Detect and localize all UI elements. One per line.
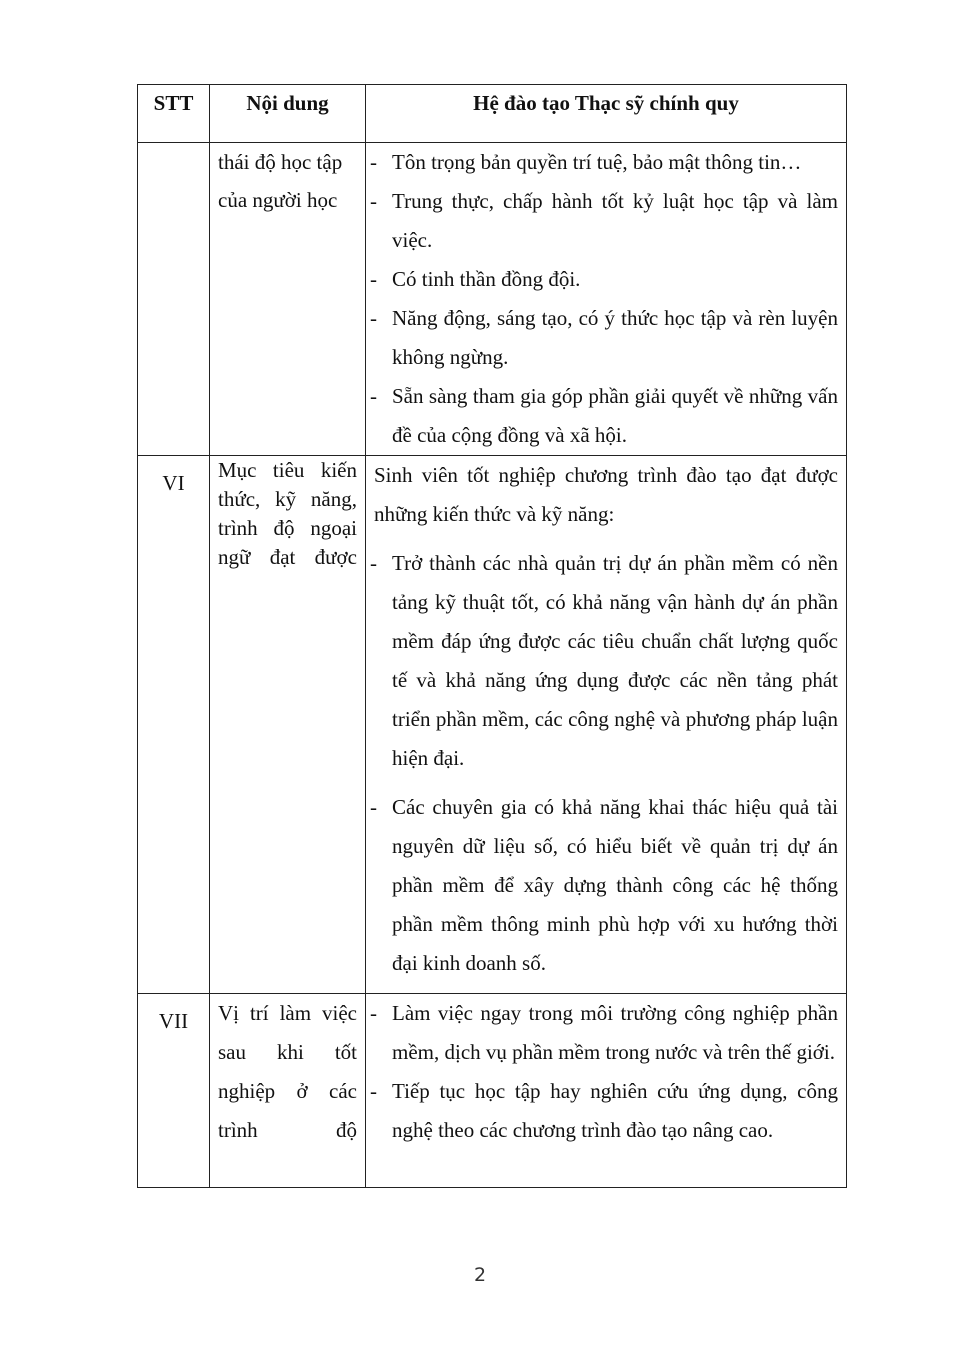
stt-value: VII: [158, 1009, 189, 1033]
intro-text: Sinh viên tốt nghiệp chương trình đào tạo đạt được những kiến thức và kỹ năng:: [374, 463, 838, 526]
header-he-dao-tao: Hệ đào tạo Thạc sỹ chính quy: [366, 85, 847, 143]
page-number: 2: [473, 1264, 487, 1286]
row-noi-dung-cell: [210, 143, 366, 456]
row-noi-dung-cell: [210, 456, 366, 994]
list-item: - Sẵn sàng tham gia góp phần giải quyết về những vấn đề của cộng đồng và xã hội.: [366, 377, 838, 455]
table-row: [138, 994, 847, 1188]
table-row: [138, 456, 847, 994]
row-noi-dung-cell: [210, 994, 366, 1188]
row-content-cell: [366, 994, 847, 1188]
row-stt-cell: [138, 994, 210, 1188]
content-table: [137, 84, 847, 1188]
row-stt-cell: [138, 143, 210, 456]
list-item: - Tiếp tục học tập hay nghiên cứu ứng dụng, công nghệ theo các chương trình đào tạo nâng cao.: [366, 1072, 838, 1150]
list-item: - Tôn trọng bản quyền trí tuệ, bảo mật thông tin…: [366, 143, 838, 182]
list-item: - Năng động, sáng tạo, có ý thức học tập và rèn luyện không ngừng.: [366, 299, 838, 377]
list-item: - Trở thành các nhà quản trị dự án phần mềm có nền tảng kỹ thuật tốt, có khả năng vận hành dự án phần mềm đáp ứng được các tiêu chuẩn chất lượng quốc tế và khả năng ứng dụng được các nền tảng phát triển phần mềm, các công nghệ và phương pháp luận hiện đại.: [366, 544, 838, 778]
table-row: [138, 143, 847, 456]
header-noi-dung: Nội dung: [210, 85, 366, 143]
list-item: - Làm việc ngay trong môi trường công nghiệp phần mềm, dịch vụ phần mềm trong nước và trên thế giới.: [366, 994, 838, 1072]
noi-dung-text: thái độ học tập của người học: [218, 150, 343, 212]
stt-value: VI: [162, 471, 185, 495]
noi-dung-text: Vị trí làm việc sau khi tốt nghiệp ở các trình độ: [218, 1001, 357, 1142]
row-content-cell: [366, 143, 847, 456]
table-header-row: [138, 85, 847, 143]
row-content-cell: [366, 456, 847, 994]
list-item: - Có tinh thần đồng đội.: [366, 260, 838, 299]
header-stt: STT: [138, 85, 210, 143]
noi-dung-text: Mục tiêu kiến thức, kỹ năng, trình độ ngoại ngữ đạt được: [218, 458, 357, 569]
row-stt-cell: [138, 456, 210, 994]
list-item: - Trung thực, chấp hành tốt kỷ luật học tập và làm việc.: [366, 182, 838, 260]
list-item: - Các chuyên gia có khả năng khai thác hiệu quả tài nguyên dữ liệu số, có hiểu biết về quản trị dự án phần mềm để xây dựng thành công các hệ thống phần mềm thông minh phù hợp với xu hướng thời đại kinh doanh số.: [366, 788, 838, 983]
